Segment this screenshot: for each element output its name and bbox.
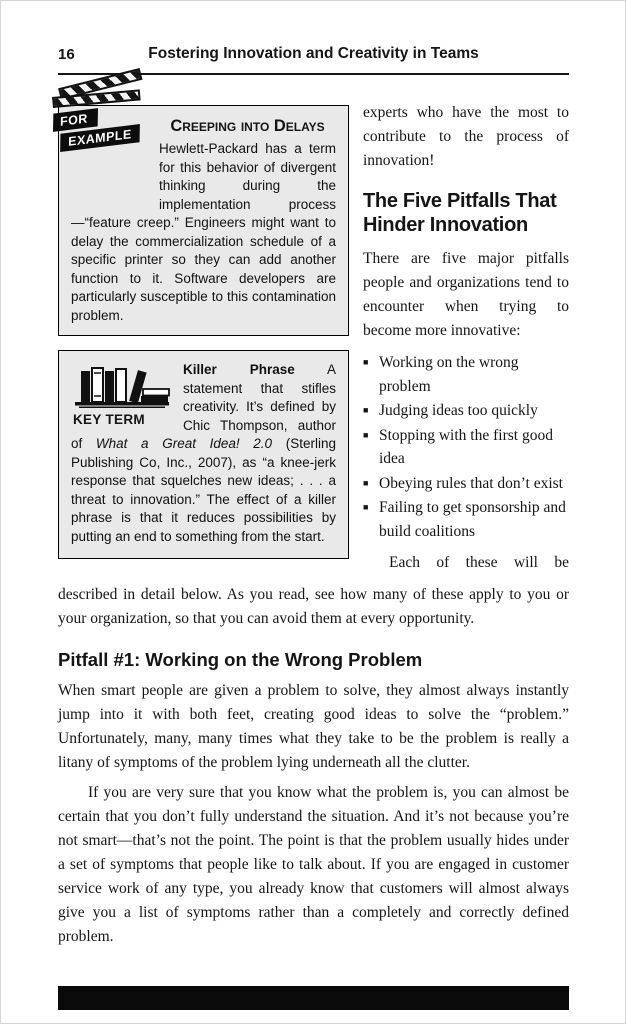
for-example-badge-top: FOR [53, 108, 98, 132]
example-box [58, 105, 349, 336]
bullet-item: ■ Stopping with the first good idea [363, 424, 569, 471]
pitfall-paragraph-2: If you are very sure that you know what the problem is, you can almost be certain that you don’t fully understand the situation. And it’s not because you’re not smart—that’s not the point. The point is that the problem usually hides under a set of symptoms that people like to talk about. If you are engaged in customer service work of any type, you already know that customers will almost always give you a list of symptoms rather than a completely and correctly defined problem. [58, 784, 569, 945]
bullet-item: ■ Judging ideas too quickly [363, 399, 569, 423]
bullet-item: ■ Working on the wrong problem [363, 351, 569, 398]
key-term-label: KEY TERM [73, 412, 145, 427]
clapperboard-icon [51, 88, 155, 147]
section-title: The Five Pitfalls That Hinder Innovation [363, 190, 557, 236]
key-term-text-1: A statement that stifles creativity. It’s defined by Chic Thompson, author of [71, 362, 336, 451]
two-column-area [58, 101, 569, 575]
continuation-line: Each of these will be [389, 554, 569, 571]
bullet-item: ■ Obeying rules that don’t exist [363, 472, 569, 496]
for-example-badge-bottom: EXAMPLE [60, 124, 140, 152]
key-term-term: Killer Phrase [183, 362, 295, 377]
example-box-title: Creeping into Delays [170, 117, 325, 135]
pitfall-bullet-list [363, 351, 569, 543]
key-term-icon-block [71, 361, 183, 433]
pitfall-1-heading: Pitfall #1: Working on the Wrong Problem [58, 649, 423, 670]
key-term-box [58, 350, 349, 559]
page-number: 16 [58, 46, 75, 63]
bullet-item: ■ Failing to get sponsorship and build coalitions [363, 496, 569, 543]
section-lead-paragraph: There are five major pitfalls people and organizations tend to encounter when trying to become more innovative: [363, 250, 569, 339]
footer-bar [58, 986, 569, 1010]
key-term-book-title: What a Great Idea! 2.0 [95, 436, 273, 451]
bridge-paragraph: described in detail below. As you read, see how many of these apply to you or your organization, so that you can avoid them at every opportunity. [58, 586, 569, 627]
running-head-title: Fostering Innovation and Creativity in Teams [148, 45, 479, 62]
intro-paragraph: experts who have the most to contribute to the process of innovation! [363, 104, 569, 169]
left-column [58, 101, 349, 575]
pitfall-paragraph-1: When smart people are given a problem to solve, they almost always instantly jump into it with both feet, creating good ideas to solve the “problem.” Unfortunately, many, many times what they take to be the problem is really a litany of symptoms of the problem lying underneath all the clutter. [58, 682, 569, 771]
example-box-body: Hewlett-Packard has a term for this behavior of divergent thinking during the implementation process—“feature creep.” Engineers might want to delay the commercialization schedule of a specific printer so they can add another function to it. Software developers are particularly susceptible to this contamination problem. [71, 141, 336, 323]
key-term-text-2: (Sterling Publishing Co, Inc., 2007), as “a knee-jerk response that squelches new ideas; . . . a threat to innovation.” The effect of a killer phrase is that it reduces possibilities by putting an end to something from the start. [71, 436, 336, 544]
page-content [58, 45, 569, 951]
books-icon [73, 363, 173, 409]
right-column [363, 101, 569, 575]
